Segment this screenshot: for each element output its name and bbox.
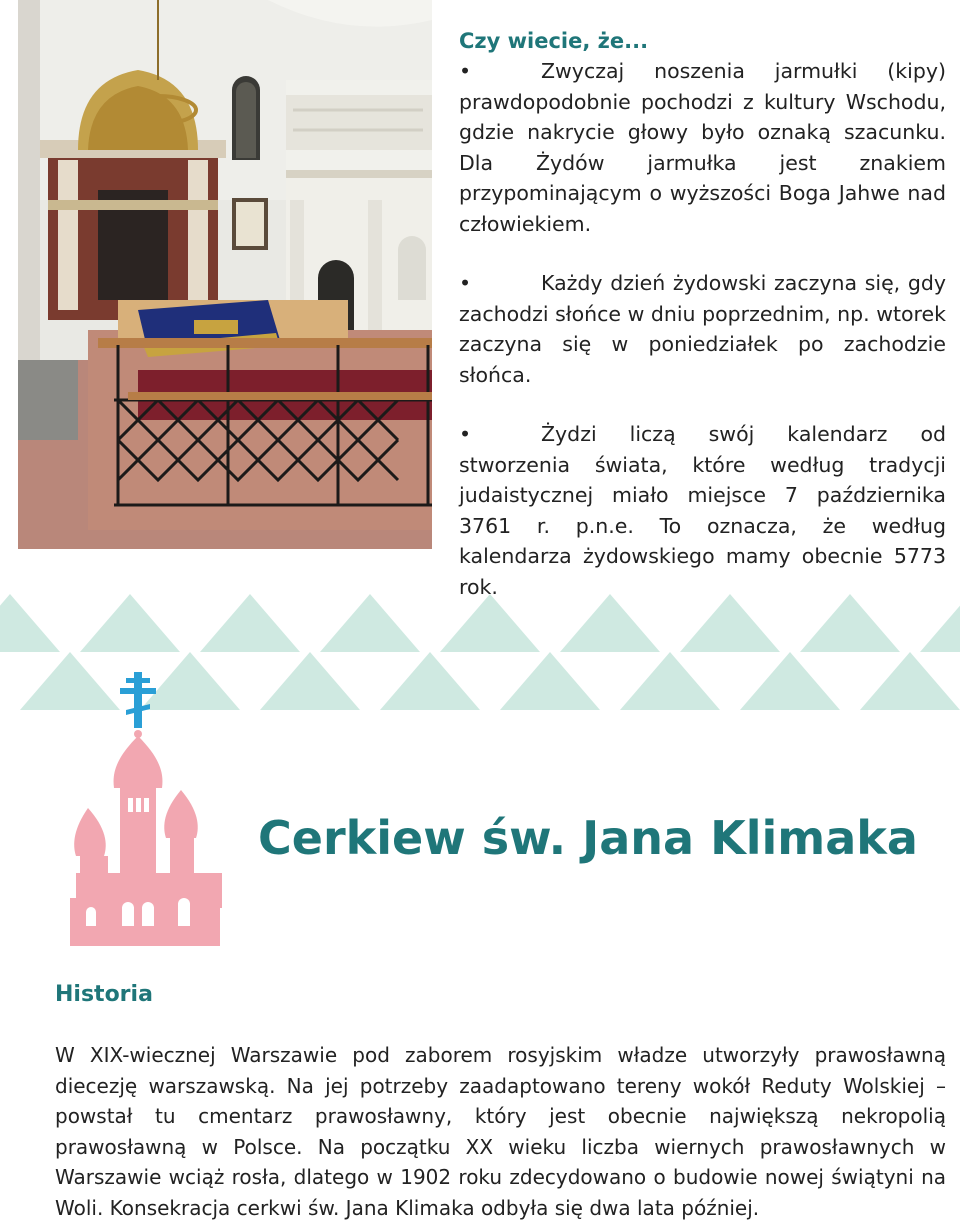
did-you-know-panel: [459, 26, 946, 631]
bullet-glyph: •: [459, 59, 472, 83]
section-title: Cerkiew św. Jana Klimaka: [258, 811, 918, 865]
bullet-glyph: •: [459, 422, 472, 446]
history-paragraph: W XIX-wiecznej Warszawie pod zaborem rosyjskim władze utworzyły prawosławną diecezję warszawską. Na jej potrzeby zaadaptowano tereny wokół Reduty Wolskiej –powstał tu cmentarz prawosławny, który jest obecnie największą nekropolią prawosławną w Polsce. Na początku XX wieku liczba wiernych prawosławnych w Warszawie wciąż rosła, dlatego w 1902 roku zdecydowano o budowie nowej świątyni na Woli. Konsekracja cerkwi św. Jana Klimaka odbyła się dwa lata później.: [55, 1043, 946, 1220]
orthodox-church-icon: [66, 668, 222, 952]
history-heading: Historia: [55, 982, 153, 1007]
bullet-glyph: •: [459, 271, 472, 295]
fact-text: Każdy dzień żydowski zaczyna się, gdy zachodzi słońce w dniu poprzednim, np. wtorek zaczyna się w poniedziałek po zachodzie słońca.: [459, 271, 946, 387]
fact-item: [459, 56, 946, 239]
fact-text: Żydzi liczą swój kalendarz od stworzenia świata, które według tradycji judaistycznej miało miejsce 7 października 3761 r. p.n.e. To oznacza, że według kalendarza żydowskiego mamy obecnie 5773 rok.: [459, 422, 946, 599]
synagogue-interior-photo: [18, 0, 432, 549]
fact-item: [459, 419, 946, 602]
orthodox-cross-icon: [120, 672, 156, 728]
fact-item: [459, 268, 946, 390]
fact-text: Zwyczaj noszenia jarmułki (kipy) prawdopodobnie pochodzi z kultury Wschodu, gdzie nakrycie głowy było oznaką szacunku. Dla Żydów jarmułka jest znakiem przypominającym o wyższości Boga Jahwe nad człowiekiem.: [459, 59, 946, 236]
did-you-know-heading: Czy wiecie, że...: [459, 29, 649, 53]
